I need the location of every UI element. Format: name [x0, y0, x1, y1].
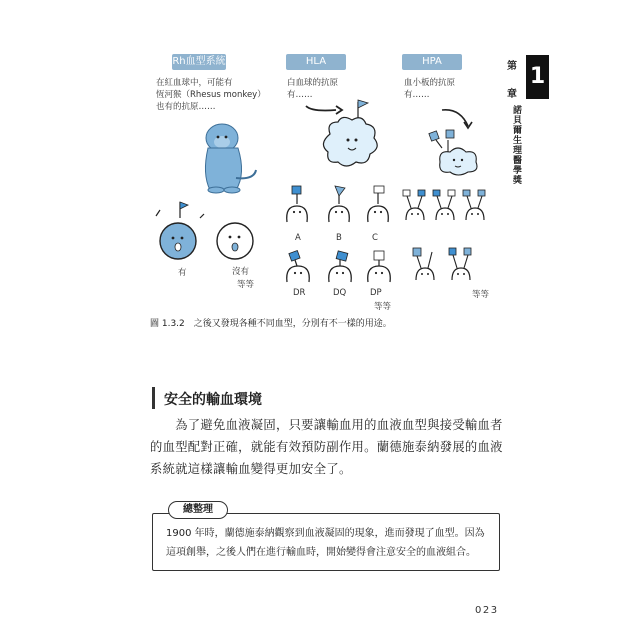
chapter-number: 1 [529, 64, 546, 89]
hpa-type-5 [446, 246, 476, 282]
figure-caption: 圖 1.3.2 之後又發現各種不同血型，分別有不一樣的用途。 [150, 319, 392, 329]
hla-label-c: C [372, 233, 378, 243]
hpa-type-1 [400, 188, 430, 222]
summary-tag: 總整理 [168, 501, 228, 519]
monkey-illustration [196, 118, 262, 194]
hla-type-dp [364, 248, 394, 284]
pill-hla: HLA [286, 54, 346, 70]
hla-type-dq [325, 248, 355, 284]
rh-etc-label: 等等 [237, 280, 255, 290]
chapter-prefix: 第 [507, 61, 517, 72]
chapter-title: 諾貝爾生理醫學獎 [511, 105, 521, 185]
hla-type-dr [283, 248, 313, 284]
rh-cell-without-antigen [214, 220, 256, 262]
hpa-type-3 [460, 188, 490, 222]
hpa-type-4 [410, 246, 440, 282]
chapter-number-box [526, 55, 549, 99]
section-heading-bar [152, 387, 155, 409]
pill-hpa: HPA [402, 54, 462, 70]
hla-label-dp: DP [370, 288, 382, 298]
hla-type-c [364, 184, 392, 224]
summary-text: 1900 年時，蘭德施泰納觀察到血液凝固的現象，進而發現了血型。因為 這項創舉，之後人們在進行輸血時，開始變得會注意安全的血液組合。 [166, 528, 485, 558]
desc-hpa: 血小板的抗原 有…… [404, 78, 456, 100]
chapter-suffix: 章 [507, 89, 517, 100]
hpa-etc-label: 等等 [472, 290, 490, 300]
hla-label-dq: DQ [333, 288, 347, 298]
rh-none-label: 沒有 [232, 267, 250, 277]
rh-cell-with-antigen [150, 196, 208, 262]
hla-label-b: B [336, 233, 342, 243]
pill-rh: Rh血型系統 [172, 54, 226, 70]
chapter-sidebar [505, 55, 553, 185]
desc-hla: 白血球的抗原 有…… [287, 78, 339, 100]
page-number: 023 [475, 605, 499, 616]
hla-type-a [283, 184, 311, 224]
section-heading: 安全的輸血環境 [164, 392, 262, 408]
hla-type-b [325, 184, 353, 224]
hla-etc-label: 等等 [374, 302, 392, 312]
desc-rh: 在紅血球中，可能有 恆河猴（Rhesus monkey） 也有的抗原…… [156, 78, 266, 112]
hla-label-dr: DR [293, 288, 306, 298]
hla-label-a: A [295, 233, 301, 243]
platelet-illustration [424, 100, 494, 180]
white-blood-cell-illustration [296, 92, 396, 174]
rh-has-label: 有 [178, 268, 187, 278]
section-paragraph: 為了避免血液凝固，只要讓輸血用的血液血型與接受輸血者 的血型配對正確，就能有效預防副作用。蘭德施泰納發展的血液 系統就這樣讓輸血變得更加安全了。 [150, 418, 503, 476]
hpa-type-2 [430, 188, 460, 222]
